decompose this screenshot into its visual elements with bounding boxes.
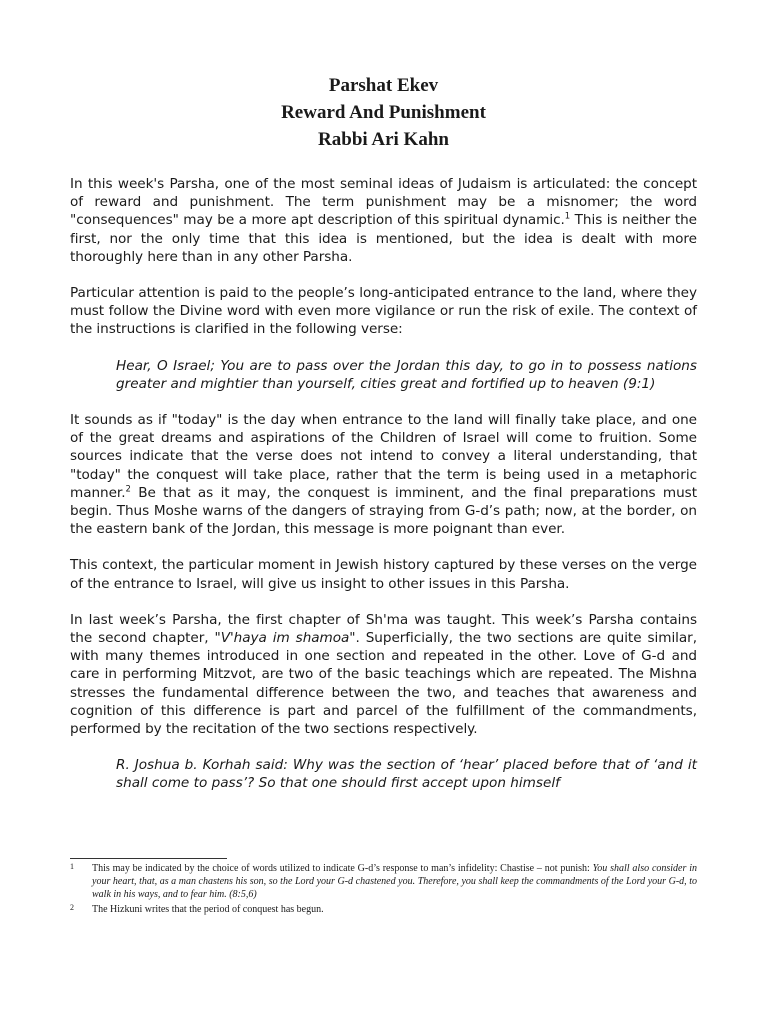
footnote-divider xyxy=(70,858,227,859)
title-subject: Reward And Punishment xyxy=(281,102,486,123)
footnote-1: 1 This may be indicated by the choice of words utilized to indicate G-d’s response to man’s infidelity: Chastise – not punish: You shall also consider in your heart, that, as a man chastens his son, so the Lord your G-d chastened you. Therefore, you shall keep the commandments of the Lord your G-d, to walk in his ways, and to fear him. (8:5,6) xyxy=(70,862,697,900)
title-block xyxy=(70,72,697,153)
title-parsha: Parshat Ekev xyxy=(328,75,439,96)
title-author: Rabbi Ari Kahn xyxy=(318,129,449,150)
document-page xyxy=(70,72,697,811)
footnote-2: 2 The Hizkuni writes that the period of conquest has begun. xyxy=(70,903,324,915)
quote-1: Hear, O Israel; You are to pass over the Jordan this day, to go in to possess nations greater and mightier than yourself, cities great and fortified up to heaven (9:1) xyxy=(116,357,697,392)
paragraph-1: In this week's Parsha, one of the most seminal ideas of Judaism is articulated: the concept of reward and punishment. The term punishment may be a misnomer; the word "consequences" may be a more apt description of this spiritual dynamic.$^1$ This is neither the first, nor the only time that this idea is mentioned, but the idea is dealt with more thoroughly here than in any other Parsha. xyxy=(70,176,697,265)
footnote-number-1: 1 xyxy=(70,862,74,871)
quote-2: R. Joshua b. Korhah said: Why was the section of ‘hear’ placed before that of ‘and it shall come to pass’? So that one should first accept upon himself xyxy=(116,757,697,792)
paragraph-2: Particular attention is paid to the people’s long-anticipated entrance to the land, where they must follow the Divine word with even more vigilance or run the risk of exile. The context of the instructions is clarified in the following verse: xyxy=(70,285,697,338)
paragraph-4: This context, the particular moment in Jewish history captured by these verses on the verge of the entrance to Israel, will give us insight to other issues in this Parsha. xyxy=(70,557,697,592)
footnotes xyxy=(70,858,697,918)
paragraph-3: It sounds as if "today" is the day when entrance to the land will finally take place, and one of the great dreams and aspirations of the Children of Israel will come to fruition. Some sources indicate that the verse does not intend to convey a literal understanding, that "today" the conquest will take place, rather that the term is being used in a metaphoric manner.$^2$ Be that as it may, the conquest is imminent, and the final preparations must begin. Thus Moshe warns of the dangers of straying from G-d’s path; now, at the border, on the eastern bank of the Jordan, this message is more poignant than ever. xyxy=(70,412,697,538)
footnote-ref-2[interactable]: 2 xyxy=(125,484,131,495)
paragraph-5: In last week’s Parsha, the first chapter of Sh'ma was taught. This week’s Parsha contains the second chapter, "V'haya im shamoa". Superficially, the two sections are quite similar, with many themes introduced in one section and repeated in the other. Love of G-d and care in performing Mitzvot, are two of the basic teachings which are repeated. The Mishna stresses the fundamental difference between the two, and teaches that awareness and cognition of this difference is part and parcel of the fulfillment of the commandments, performed by the recitation of the two sections respectively. xyxy=(70,611,697,738)
footnote-ref-1[interactable]: 1 xyxy=(564,211,571,222)
footnote-number-2: 2 xyxy=(70,903,74,912)
